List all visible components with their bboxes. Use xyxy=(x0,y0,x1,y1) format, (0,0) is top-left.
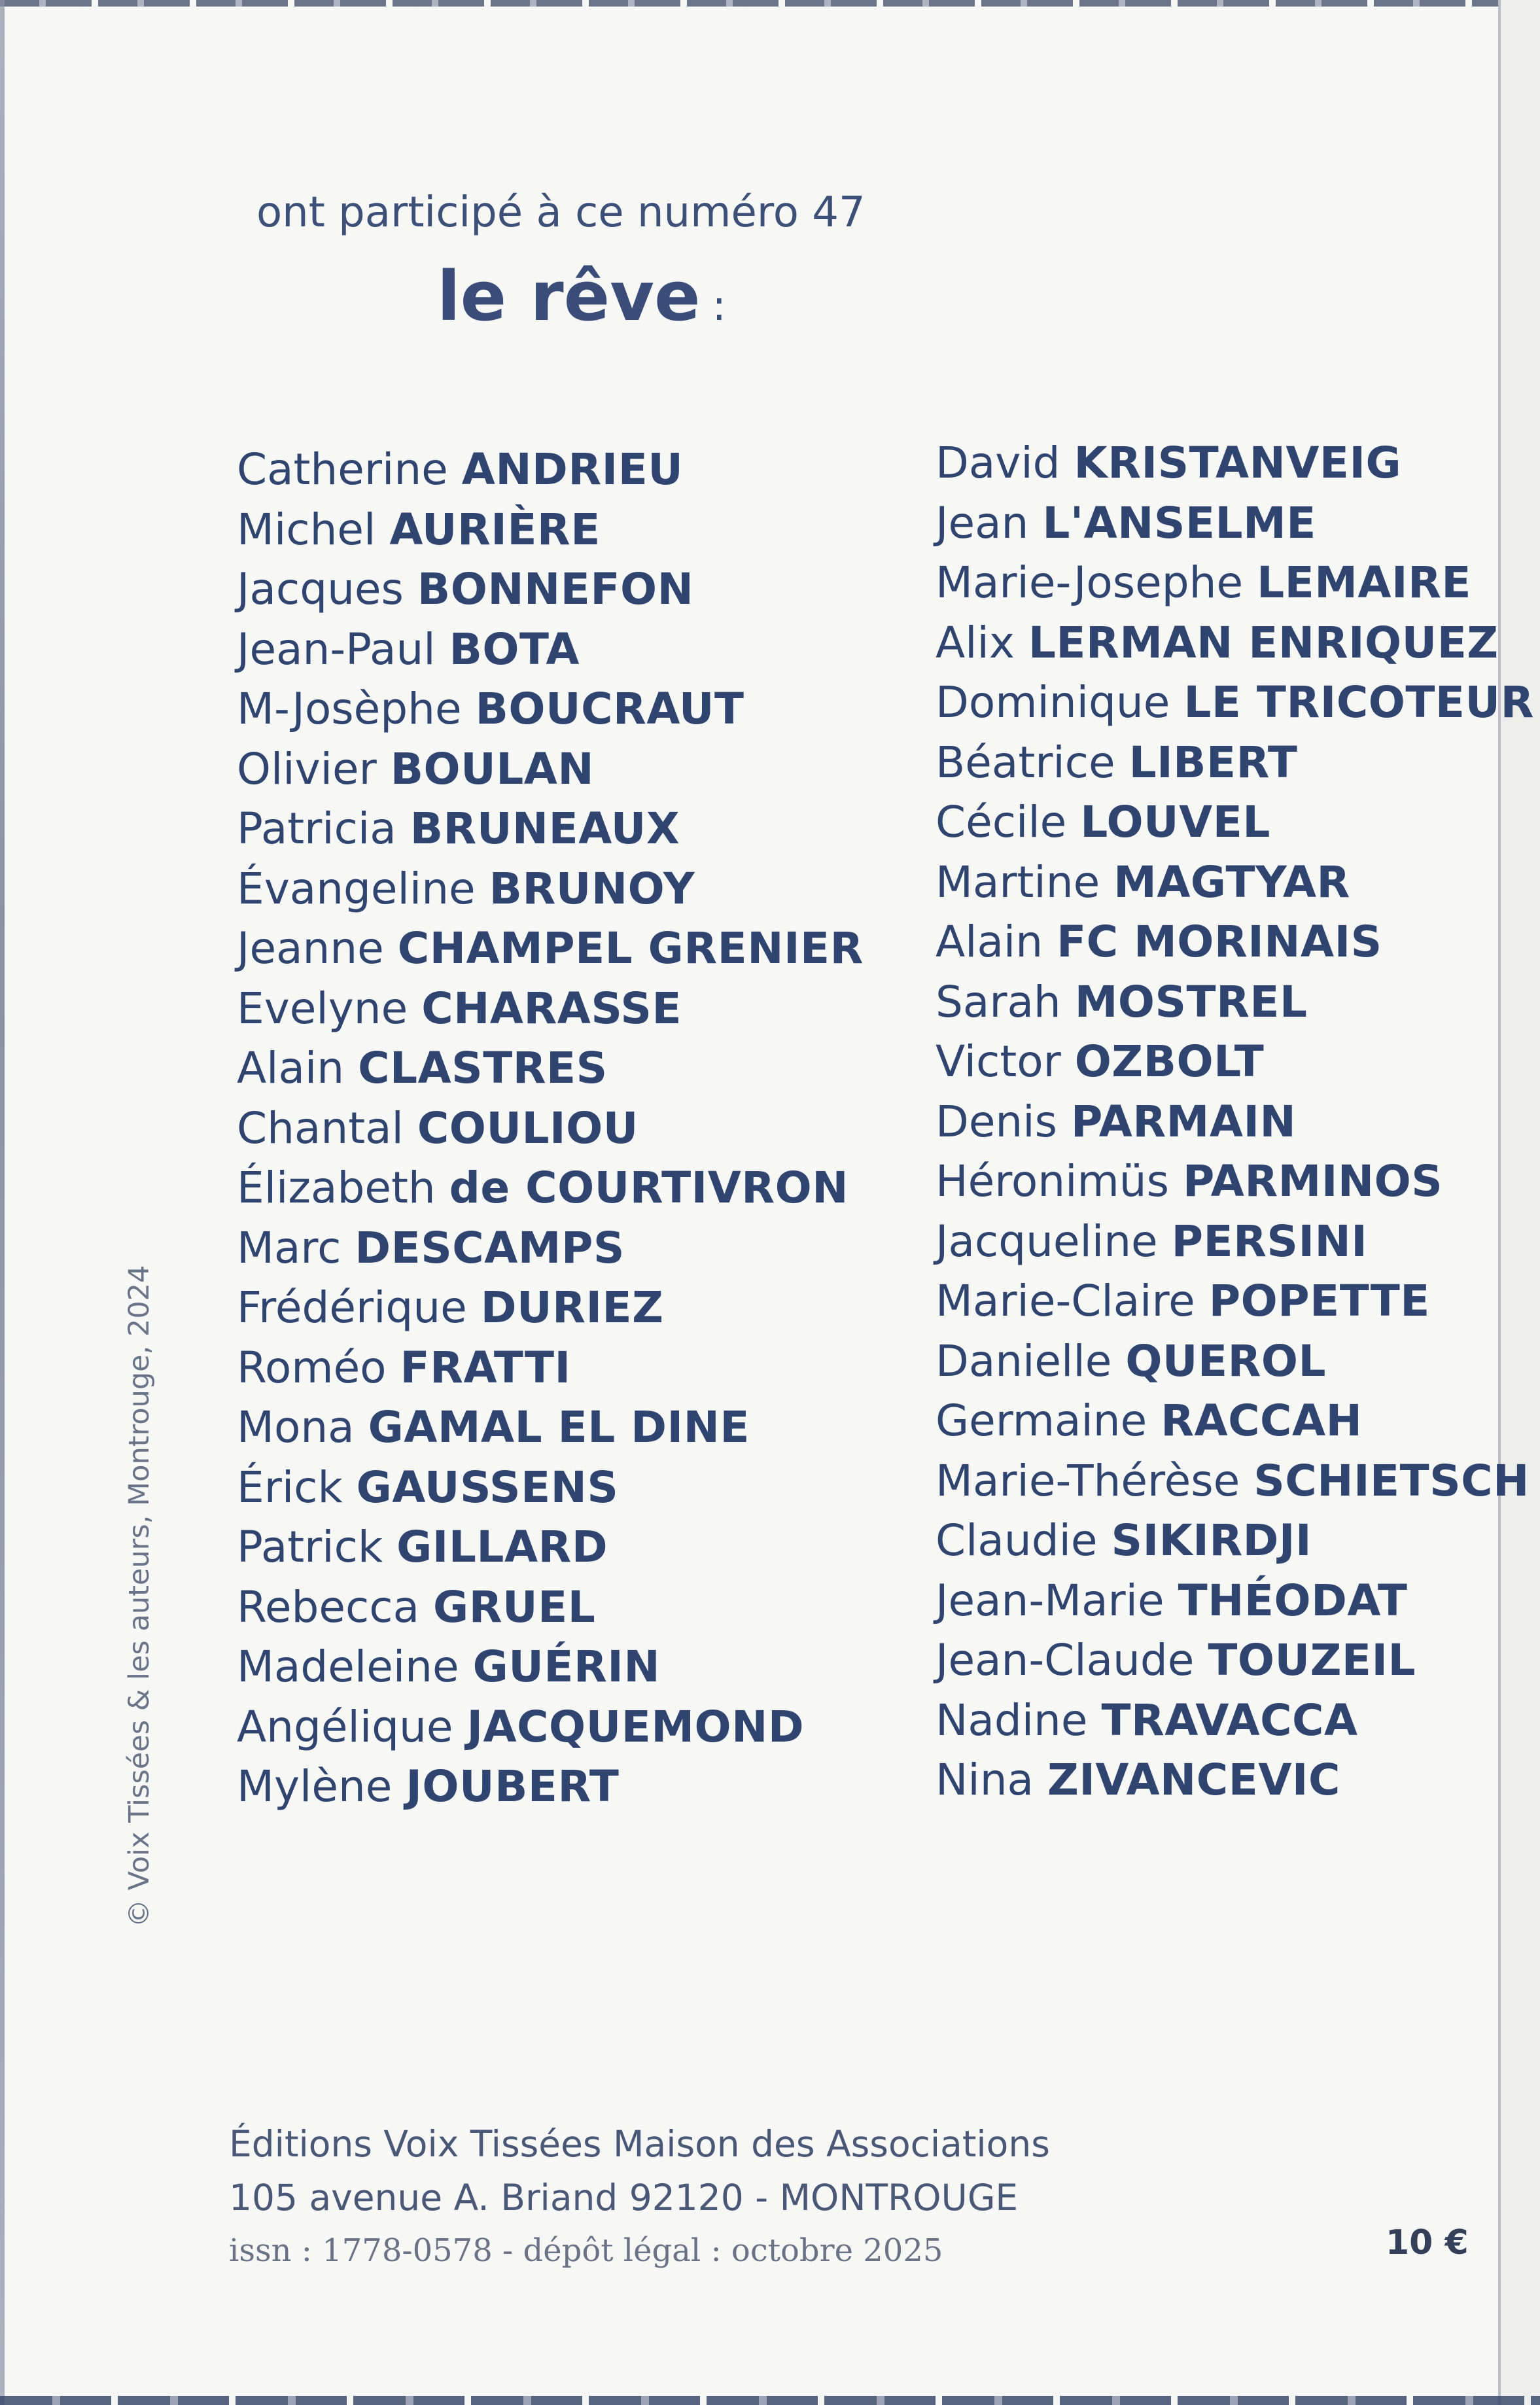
contributor-last-name: POPETTE xyxy=(1208,1276,1430,1326)
contributor-first-name: Roméo xyxy=(237,1342,387,1393)
contributor-first-name: Érick xyxy=(237,1462,343,1513)
contributor-last-name: GAMAL EL DINE xyxy=(368,1402,750,1452)
contributor-first-name: Claudie xyxy=(936,1515,1098,1566)
contributor-item xyxy=(237,620,864,680)
page-edge-left xyxy=(0,0,5,2405)
contributor-item xyxy=(237,1038,864,1098)
contributor-first-name: Nadine xyxy=(936,1694,1088,1746)
contributor-last-name: LOUVEL xyxy=(1080,797,1270,847)
contributor-first-name: Frédérique xyxy=(237,1282,467,1333)
contributor-last-name: SCHIETSCH xyxy=(1253,1455,1530,1506)
contributor-first-name: Victor xyxy=(936,1036,1061,1087)
contributor-last-name: CLASTRES xyxy=(358,1043,608,1093)
contributor-first-name: Jean xyxy=(936,497,1029,548)
contributor-last-name: SIKIRDJI xyxy=(1111,1515,1312,1566)
contributor-item xyxy=(237,739,864,799)
contributor-item xyxy=(936,1511,1534,1571)
contributor-first-name: Marie-Thérèse xyxy=(936,1455,1240,1506)
contributor-item xyxy=(936,673,1534,733)
publisher-name: Éditions Voix Tissées Maison des Associations xyxy=(229,2123,1050,2165)
contributor-item xyxy=(237,1517,864,1577)
contributor-item xyxy=(237,500,864,560)
contributor-last-name: BOTA xyxy=(449,623,580,675)
intro-heading: ont participé à ce numéro 47 xyxy=(256,188,866,237)
contributor-first-name: Dominique xyxy=(936,677,1170,728)
contributor-last-name: THÉODAT xyxy=(1178,1575,1408,1626)
contributor-item xyxy=(936,1032,1534,1092)
contributor-first-name: Jacques xyxy=(237,564,404,614)
contributor-first-name: Marie-Josephe xyxy=(936,557,1244,608)
contributors-list-right xyxy=(936,433,1534,1810)
contributor-item xyxy=(237,859,864,919)
contributor-first-name: David xyxy=(936,438,1060,488)
contributor-last-name: BRUNOY xyxy=(489,863,695,914)
contributor-last-name: ANDRIEU xyxy=(461,444,684,495)
contributor-first-name: Alain xyxy=(936,917,1043,967)
contributor-last-name: GUÉRIN xyxy=(472,1641,661,1692)
contributor-last-name: FRATTI xyxy=(400,1342,571,1393)
contributor-item xyxy=(936,792,1534,852)
contributor-first-name: Héronimüs xyxy=(936,1156,1169,1206)
page-edge-bottom xyxy=(0,2396,1540,2405)
contributor-first-name: Danielle xyxy=(936,1335,1112,1386)
contributor-first-name: Madeleine xyxy=(237,1641,459,1692)
contributor-item xyxy=(936,1750,1534,1810)
contributor-last-name: JOUBERT xyxy=(406,1761,620,1812)
contributor-first-name: Marc xyxy=(237,1222,341,1273)
contributor-last-name: JACQUEMOND xyxy=(466,1701,805,1752)
contributor-first-name: Evelyne xyxy=(237,983,408,1034)
theme-title-text: le rêve xyxy=(437,256,701,336)
contributor-first-name: Béatrice xyxy=(936,737,1115,788)
contributor-item xyxy=(237,440,864,500)
contributor-last-name: DESCAMPS xyxy=(355,1222,625,1273)
contributor-first-name: Mylène xyxy=(237,1761,393,1812)
page-edge-top xyxy=(0,0,1540,7)
contributor-item xyxy=(237,1278,864,1338)
contributor-item xyxy=(936,1691,1534,1751)
contributor-item xyxy=(237,679,864,739)
contributor-item xyxy=(936,1391,1534,1451)
contributor-item xyxy=(936,1212,1534,1272)
contributor-first-name: Jean-Paul xyxy=(237,623,436,675)
contributor-item xyxy=(237,1338,864,1398)
contributor-last-name: CHARASSE xyxy=(421,983,682,1034)
contributor-last-name: BOUCRAUT xyxy=(475,684,744,734)
contributor-item xyxy=(237,1757,864,1817)
contributor-last-name: LE TRICOTEUR xyxy=(1183,677,1534,728)
contributor-last-name: BONNEFON xyxy=(417,564,694,614)
contributor-item xyxy=(936,1571,1534,1631)
contributor-last-name: L'ANSELME xyxy=(1042,497,1316,548)
contributor-first-name: Marie-Claire xyxy=(936,1276,1195,1326)
publisher-footer xyxy=(229,2117,1050,2277)
contributor-last-name: QUEROL xyxy=(1125,1335,1327,1386)
contributor-last-name: MAGTYAR xyxy=(1113,856,1350,907)
contributor-item xyxy=(237,1637,864,1697)
contributor-last-name: GAUSSENS xyxy=(356,1462,619,1513)
contributor-last-name: TOUZEIL xyxy=(1208,1635,1416,1685)
contributor-item xyxy=(936,972,1534,1032)
contributor-last-name: PARMAIN xyxy=(1070,1096,1297,1147)
contributor-last-name: BRUNEAUX xyxy=(410,803,680,854)
contributor-last-name: GILLARD xyxy=(396,1522,608,1572)
contributor-last-name: BOULAN xyxy=(390,743,595,794)
contributor-last-name: AURIÈRE xyxy=(389,504,601,555)
contributor-first-name: Jean-Claude xyxy=(936,1635,1195,1685)
contributor-item xyxy=(237,1697,864,1757)
contributor-first-name: Angélique xyxy=(237,1701,453,1752)
contributor-item xyxy=(237,1098,864,1159)
contributor-item xyxy=(936,1092,1534,1152)
contributor-first-name: Patricia xyxy=(237,803,396,854)
contributor-first-name: Michel xyxy=(237,504,376,555)
contributor-item xyxy=(237,1158,864,1218)
contributor-item xyxy=(936,613,1534,673)
contributor-first-name: Rebecca xyxy=(237,1581,420,1632)
contributor-item xyxy=(936,1271,1534,1331)
contributor-last-name: RACCAH xyxy=(1161,1396,1363,1446)
publisher-address: 105 avenue A. Briand 92120 - MONTROUGE xyxy=(229,2177,1019,2219)
contributor-first-name: M-Josèphe xyxy=(237,684,462,734)
contributor-last-name: TRAVACCA xyxy=(1101,1694,1358,1746)
contributor-first-name: Nina xyxy=(936,1755,1034,1805)
contributor-item xyxy=(237,799,864,859)
price: 10 € xyxy=(1386,2223,1469,2262)
contributor-item xyxy=(237,559,864,620)
contributor-first-name: Martine xyxy=(936,856,1100,907)
contributor-last-name: PERSINI xyxy=(1171,1216,1368,1267)
contributor-last-name: DURIEZ xyxy=(480,1282,664,1333)
contributor-item xyxy=(237,1458,864,1518)
contributor-first-name: Jeanne xyxy=(237,923,384,974)
contributor-first-name: Jacqueline xyxy=(936,1216,1158,1267)
contributor-item xyxy=(936,733,1534,793)
contributor-last-name: ZIVANCEVIC xyxy=(1047,1755,1340,1805)
contributor-item xyxy=(936,433,1534,493)
contributor-last-name: KRISTANVEIG xyxy=(1074,438,1402,488)
contributor-last-name: CHAMPEL GRENIER xyxy=(397,923,864,974)
contributor-first-name: Denis xyxy=(936,1096,1057,1147)
theme-title xyxy=(437,256,726,336)
contributor-item xyxy=(936,493,1534,553)
contributor-last-name: GRUEL xyxy=(433,1581,596,1632)
contributor-item xyxy=(936,1451,1534,1511)
contributor-first-name: Élizabeth xyxy=(237,1163,436,1213)
contributor-first-name: Alain xyxy=(237,1043,345,1093)
contributor-item xyxy=(936,912,1534,972)
contributor-last-name: PARMINOS xyxy=(1182,1156,1443,1206)
contributor-first-name: Alix xyxy=(936,617,1015,668)
contributor-first-name: Chantal xyxy=(237,1102,404,1153)
contributor-item xyxy=(936,553,1534,613)
contributor-last-name: FC MORINAIS xyxy=(1057,917,1382,967)
copyright-notice: © Voix Tissées & les auteurs, Montrouge, 2024 xyxy=(123,1265,156,1927)
contributor-item xyxy=(936,1331,1534,1392)
contributor-item xyxy=(936,1151,1534,1212)
contributor-first-name: Cécile xyxy=(936,797,1067,847)
contributor-last-name: OZBOLT xyxy=(1074,1036,1265,1087)
contributor-item xyxy=(936,852,1534,913)
contributor-first-name: Patrick xyxy=(237,1522,383,1572)
theme-title-colon: : xyxy=(712,282,727,330)
contributor-first-name: Germaine xyxy=(936,1396,1147,1446)
contributor-item xyxy=(237,1577,864,1638)
contributor-item xyxy=(237,919,864,979)
contributors-list-left xyxy=(237,440,864,1817)
contributor-first-name: Catherine xyxy=(237,444,448,495)
contributor-item xyxy=(237,1397,864,1458)
contributor-last-name: MOSTREL xyxy=(1074,976,1308,1027)
contributor-last-name: LEMAIRE xyxy=(1257,557,1471,608)
contributor-first-name: Évangeline xyxy=(237,863,476,914)
contributor-item xyxy=(237,1218,864,1278)
contributor-first-name: Olivier xyxy=(237,743,377,794)
contributor-first-name: Jean-Marie xyxy=(936,1575,1164,1626)
contributor-last-name: COULIOU xyxy=(417,1102,639,1153)
contributor-last-name: LIBERT xyxy=(1129,737,1298,788)
contributor-first-name: Sarah xyxy=(936,976,1061,1027)
contributor-last-name: de COURTIVRON xyxy=(449,1163,849,1213)
legal-info: issn : 1778-0578 - dépôt légal : octobre 2025 xyxy=(229,2232,943,2269)
contributor-first-name: Mona xyxy=(237,1402,355,1452)
contributor-item xyxy=(936,1630,1534,1691)
contributor-item xyxy=(237,979,864,1039)
contributor-last-name: LERMAN ENRIQUEZ xyxy=(1028,617,1499,668)
